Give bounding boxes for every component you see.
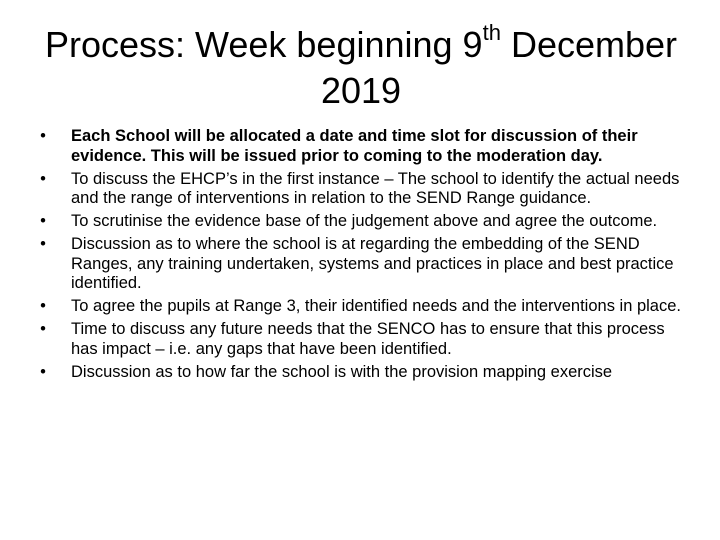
bullet-item xyxy=(36,297,690,317)
bullet-text: To scrutinise the evidence base of the judgement above and agree the outcome. xyxy=(71,212,658,230)
bullet-marker: • xyxy=(40,297,46,315)
bullet-list xyxy=(36,127,690,386)
bullet-marker: • xyxy=(40,235,46,253)
bullet-marker: • xyxy=(40,362,46,381)
bullet-marker: • xyxy=(40,169,46,188)
title-superscript: th xyxy=(482,20,501,45)
title-text-prefix: Process: Week beginning 9 xyxy=(44,24,483,65)
bullet-item xyxy=(36,170,690,209)
slide-title xyxy=(36,22,686,114)
bullet-marker: • xyxy=(40,320,46,338)
title-text-suffix: December 2019 xyxy=(320,24,677,111)
bullet-item xyxy=(36,127,690,166)
bullet-text: Each School will be allocated a date and time slot for discussion of their evidence. This will be issued prior to coming to the moderation day. xyxy=(71,127,638,165)
bullet-item xyxy=(36,363,690,383)
bullet-text: Discussion as to how far the school is with the provision mapping exercise xyxy=(71,362,613,381)
bullet-item xyxy=(36,212,690,232)
bullet-item xyxy=(36,235,690,294)
bullet-text: Discussion as to where the school is at regarding the embedding of the SEND Ranges, any training undertaken, systems and practices in place and best practice identified. xyxy=(71,235,674,292)
bullet-text: To agree the pupils at Range 3, their identified needs and the interventions in place. xyxy=(71,297,681,315)
bullet-text: To discuss the EHCP’s in the first instance – The school to identify the actual needs and the range of interventions in relation to the SEND Range guidance. xyxy=(71,169,680,207)
bullet-item xyxy=(36,320,690,359)
bullet-marker: • xyxy=(40,127,46,145)
bullet-text: Time to discuss any future needs that the SENCO has to ensure that this process has impact – i.e. any gaps that have been identified. xyxy=(71,320,665,358)
bullet-marker: • xyxy=(40,212,46,230)
